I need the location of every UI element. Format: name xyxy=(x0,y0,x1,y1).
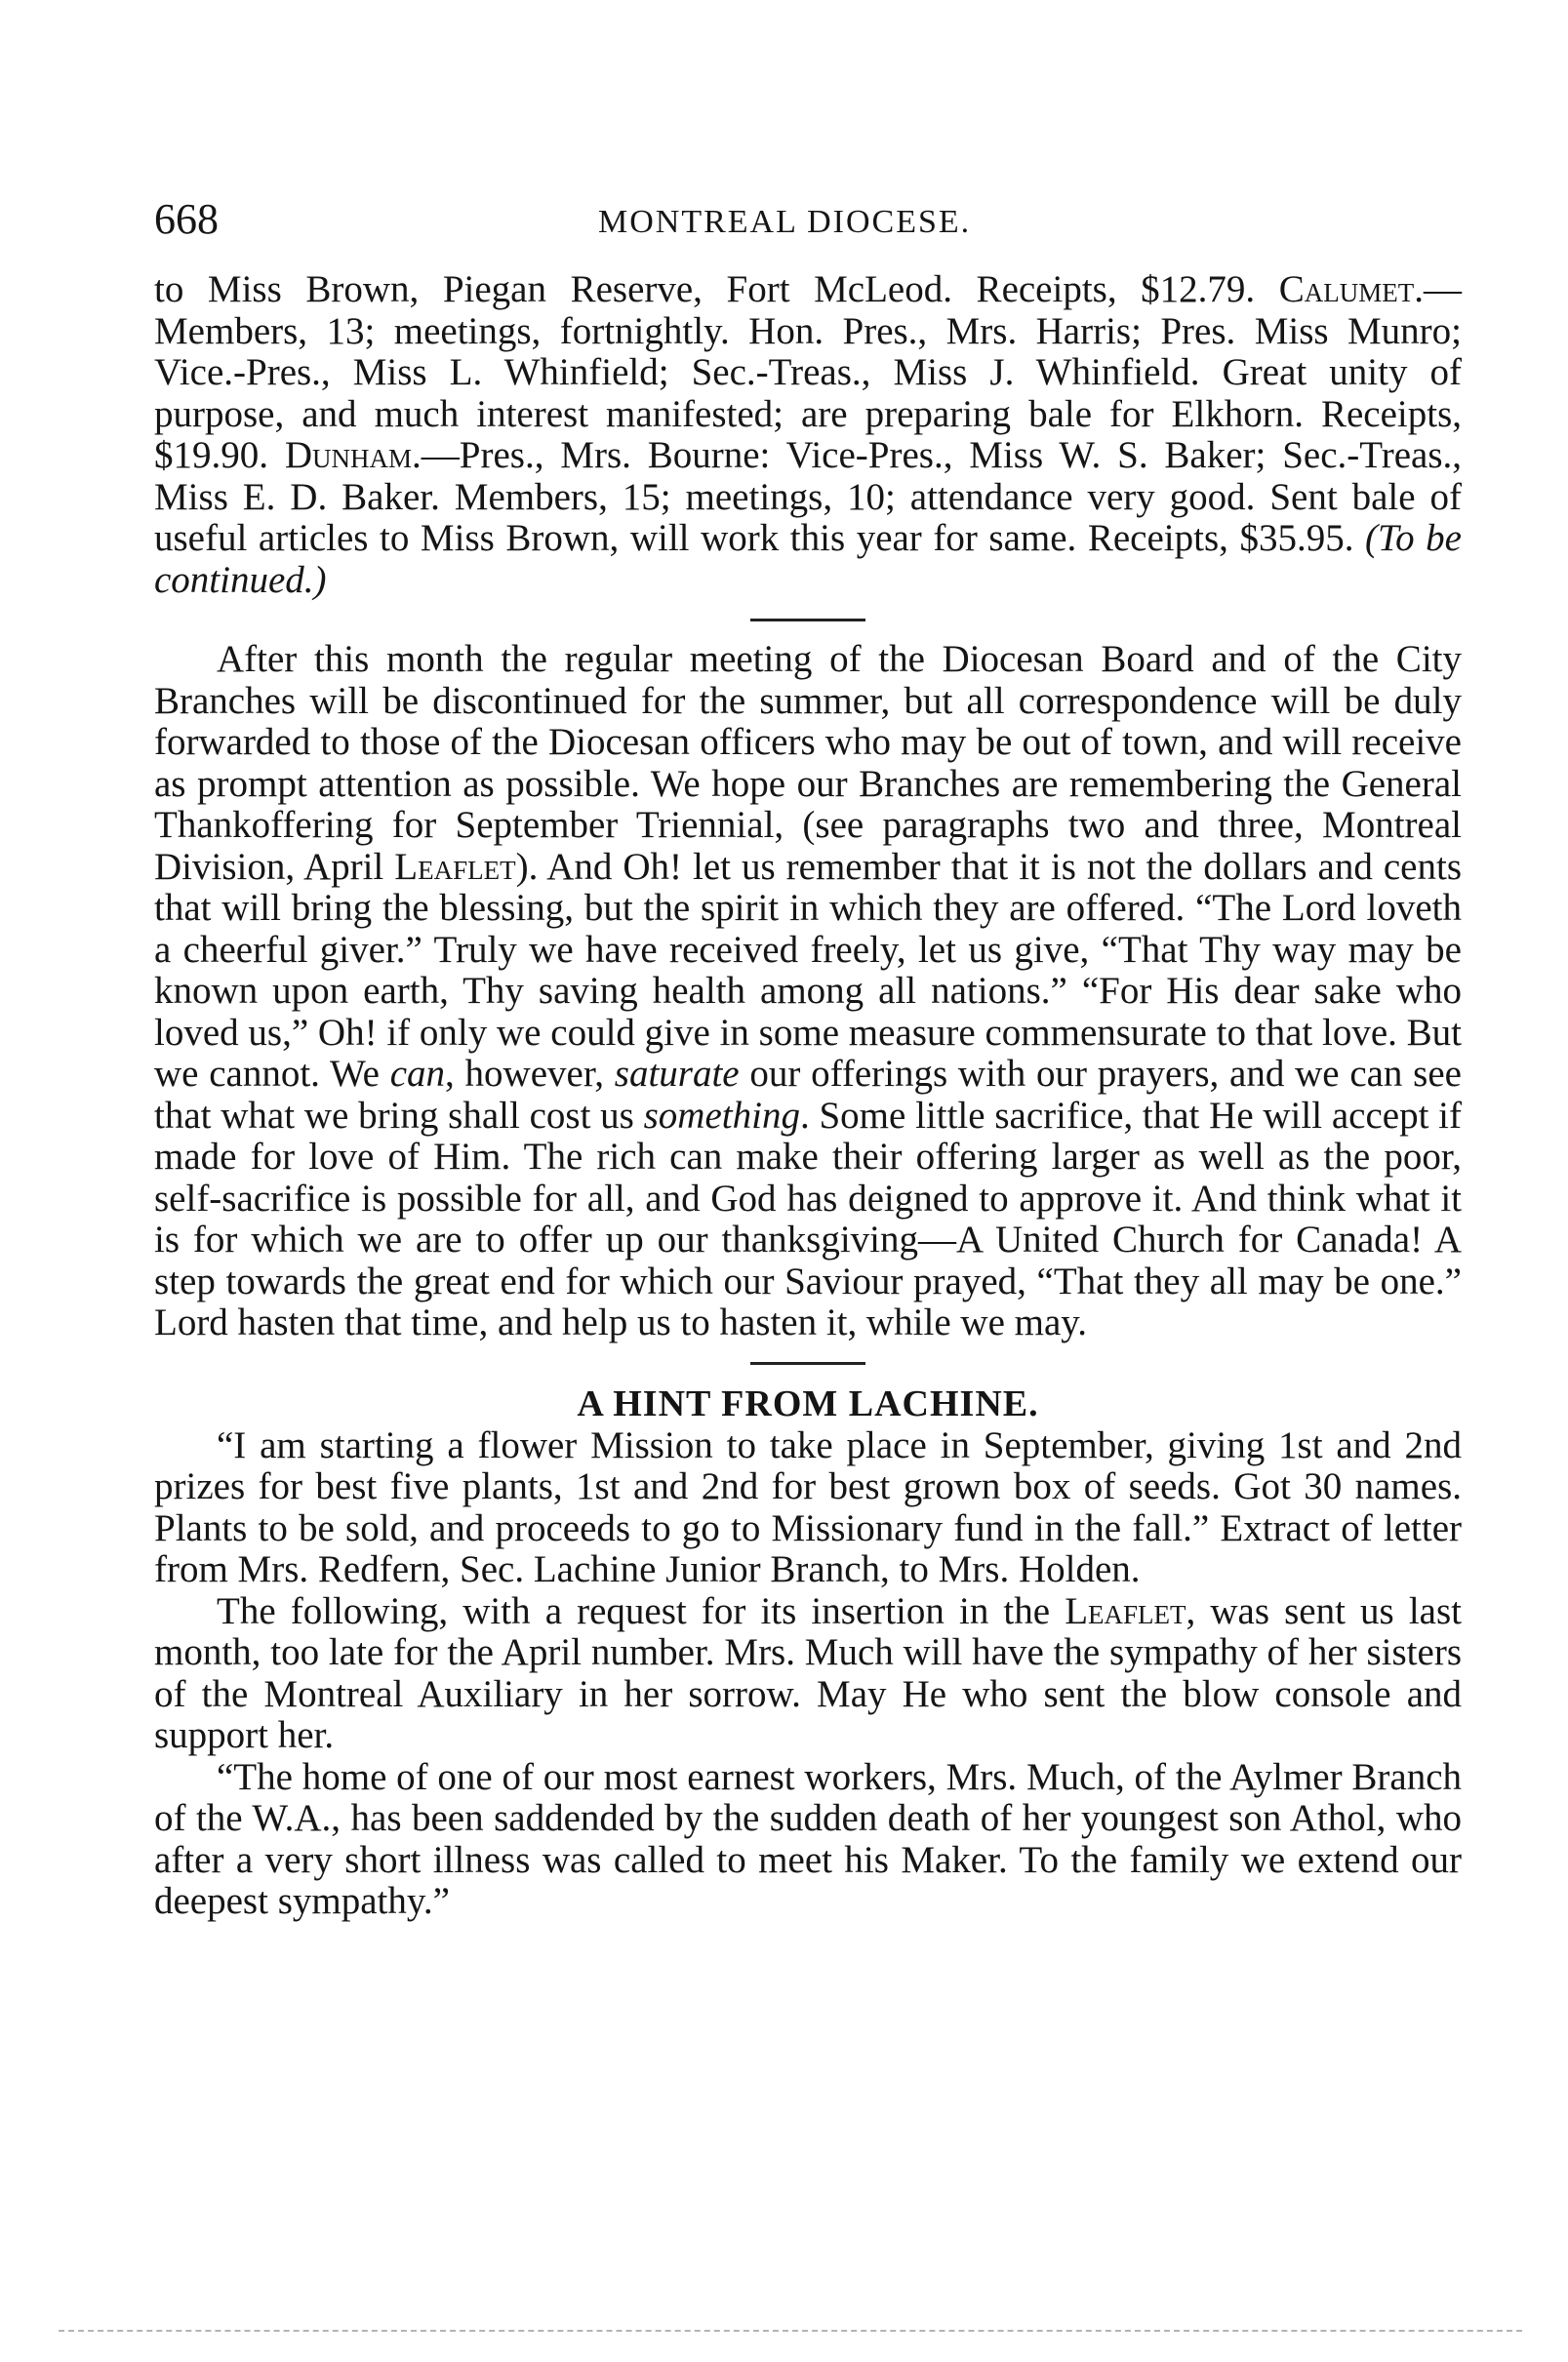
text-span: to Miss Brown, Piegan Reserve, Fort McLeod. Receipts, $12.79. xyxy=(154,268,1279,310)
text-span: .—Pres., Mrs. Bourne: Vice-Pres., Miss W. S. Baker; Sec.-Treas., Miss E. D. Baker. Members, 15; meetings, 10; attendance very good. Sent bale of useful articles to Miss Brown, will work this year for same. Receipts, $35.95. xyxy=(154,434,1463,559)
section-divider xyxy=(750,619,865,621)
branch-name-calumet: Calumet xyxy=(1278,268,1415,310)
page-body xyxy=(154,269,1462,1923)
text-span: our offerings with our prayers, and we can see that what we bring shall cost us xyxy=(154,1053,1462,1137)
leaflet-mention: Leaflet xyxy=(394,845,516,888)
continued-note: (To be continued.) xyxy=(154,517,1462,601)
text-span: , was sent us last month, too late for the April number. Mrs. Much will have the sympathy of her sisters of the Montreal Auxiliary in her sorrow. May He who sent the blow console and support her. xyxy=(154,1589,1462,1756)
section-divider xyxy=(750,1362,865,1365)
scan-edge-artifact xyxy=(59,2330,1522,2338)
text-span: The following, with a request for its insertion in the xyxy=(217,1589,1065,1632)
running-head: MONTREAL DIOCESE. xyxy=(598,204,972,240)
text-span: After this month the regular meeting of the Diocesan Board and of the City Branches will be discontinued for the summer, but all correspondence will be duly forwarded to those of the Diocesan officers who may be out of town, and will receive as prompt attention as possible. We hope our Branches are remembering the General Thankoffering for September Triennial, (see paragraphs two and three, Montreal Division, April xyxy=(154,638,1462,888)
page-header xyxy=(154,190,1462,249)
sympathy-paragraph: “The home of one of our most earnest workers, Mrs. Much, of the Aylmer Branch of the W.A., has been saddended by the sudden death of her youngest son Athol, who after a very short illness was called to meet his Maker. To the family we extend our deepest sympathy.” xyxy=(154,1755,1462,1922)
page-number: 668 xyxy=(154,195,219,243)
emphasis-can: can xyxy=(389,1053,446,1095)
branch-reports-paragraph xyxy=(154,269,1462,601)
section-heading: A HINT FROM LACHINE. xyxy=(577,1382,1039,1424)
leaflet-request-paragraph xyxy=(154,1591,1462,1757)
text-span: . Some little sacrifice, that He will accept if made for love of Him. The rich can make their offering larger as well as the poor, self-sacrifice is possible for all, and God has deigned to approve it. And think what it is for which we are to offer up our thanksgiving—A United Church for Canada! A step towards the great end for which our Saviour prayed, “That they all may be one.” Lord hasten that time, and help us to hasten it, while we may. xyxy=(154,1094,1462,1343)
text-span: .—Members, 13; meetings, fortnightly. Hon. Pres., Mrs. Harris; Pres. Miss Munro; Vice.-Pres., Miss L. Whinfield; Sec.-Treas., Miss J. Whinfield. Great unity of purpose, and much interest manifested; are preparing bale for Elkhorn. Receipts, $19.90. xyxy=(154,268,1462,476)
branch-name-dunham: Dunham xyxy=(284,434,413,476)
text-span: , however, xyxy=(445,1053,615,1095)
diocesan-notice-paragraph xyxy=(154,639,1462,1344)
emphasis-something: something xyxy=(643,1094,800,1137)
emphasis-saturate: saturate xyxy=(614,1053,740,1095)
lachine-letter-paragraph: “I am starting a flower Mission to take place in September, giving 1st and 2nd prizes for best five plants, 1st and 2nd for best grown box of seeds. Got 30 names. Plants to be sold, and proceeds to go to Missionary fund in the fall.” Extract of letter from Mrs. Redfern, Sec. Lachine Junior Branch, to Mrs. Holden. xyxy=(154,1423,1462,1590)
text-span: ). And Oh! let us remember that it is not the dollars and cents that will bring the blessing, but the spirit in which they are offered. “The Lord loveth a cheerful giver.” Truly we have received freely, let us give, “That Thy way may be known upon earth, Thy saving health among all nations.” “For His dear sake who loved us,” Oh! if only we could give in some measure commensurate to that love. But we cannot. We xyxy=(154,845,1462,1095)
leaflet-mention: Leaflet xyxy=(1065,1589,1186,1632)
